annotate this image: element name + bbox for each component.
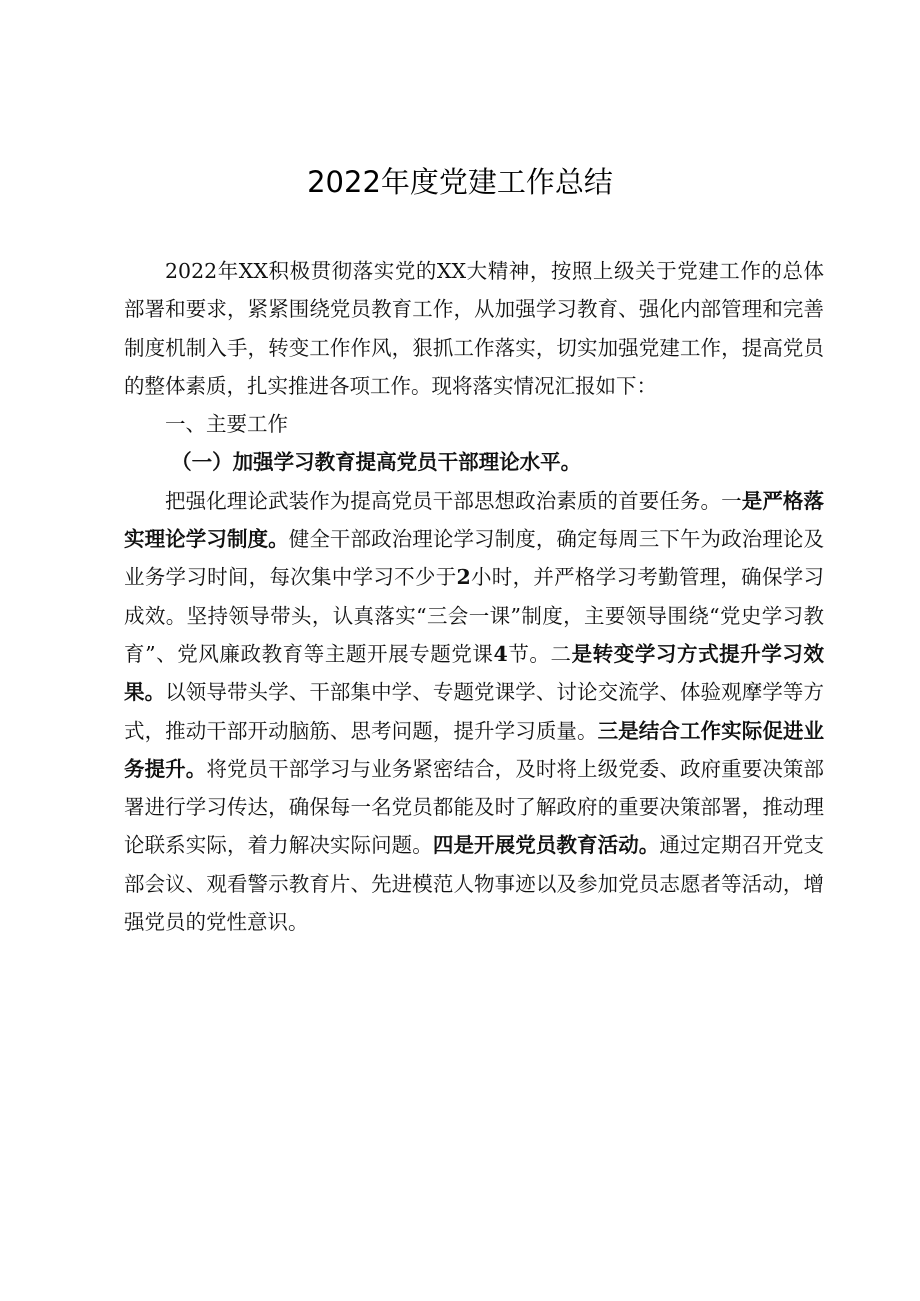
bold-point-1: 是严格落实理论学习制度。 (124, 488, 825, 552)
intro-paragraph: 2022年XX积极贯彻落实党的XX大精神，按照上级关于党建工作的总体部署和要求，紧紧围绕党员教育工作，从加强学习教育、强化内部管理和完善制度机制入手，转变工作作风，狠抓工作落实，切实加强党建工作，提高党员的整体素质，扎实推进各项工作。现将落实情况汇报如下： (124, 259, 824, 398)
document-title: 2022年度党建工作总结 (307, 165, 613, 199)
paragraph-text: 通过定期召开党支部会议、观看警示教育片、先进模范人物事迹以及参加党员志愿者等活动，增强党员的党性意识。 (124, 833, 825, 935)
paragraph-text: 把强化理论武装作为提高党员干部思想政治素质的首要任务。一 (165, 488, 742, 513)
subsection-heading: （一）加强学习教育提高党员干部理论水平。 (171, 450, 582, 475)
paragraph-text: 健全干部政治理论学习制度，确定每周三下午为政治理论及业务学习时间，每次集中学习不少于 (124, 527, 825, 590)
paragraph-text: 小时，并严格学习考勤管理，确保学习成效。坚持领导带头，认真落实“三会一课”制度，主要领导围绕“党史学习教育”、党风廉政教育等主题开展专题党课 (124, 565, 825, 666)
bold-point-3: 三是结合工作实际促进业务提升。 (124, 718, 825, 781)
section-heading: 一、主要工作 (165, 412, 288, 437)
study-paragraph (124, 482, 824, 942)
paragraph-text: 将党员干部学习与业务紧密结合，及时将上级党委、政府重要决策部署进行学习传达，确保每一名党员都能及时了解政府的重要决策部署，推动理论联系实际，着力解决实际问题。 (124, 756, 825, 858)
paragraph-text: 节。二 (507, 641, 572, 666)
bold-point-4: 四是开展党员教育活动。 (432, 833, 660, 858)
number-hours: 2 (456, 565, 471, 590)
document-body (124, 252, 824, 941)
paragraph-text: 以领导带头学、干部集中学、专题党课学、讨论交流学、体验观摩学等方式，推动干部开动脑筋、思考问题，提升学习质量。 (124, 680, 825, 743)
number-lessons: 4 (493, 641, 508, 666)
bold-point-2: 是转变学习方式提升学习效果。 (124, 641, 825, 705)
